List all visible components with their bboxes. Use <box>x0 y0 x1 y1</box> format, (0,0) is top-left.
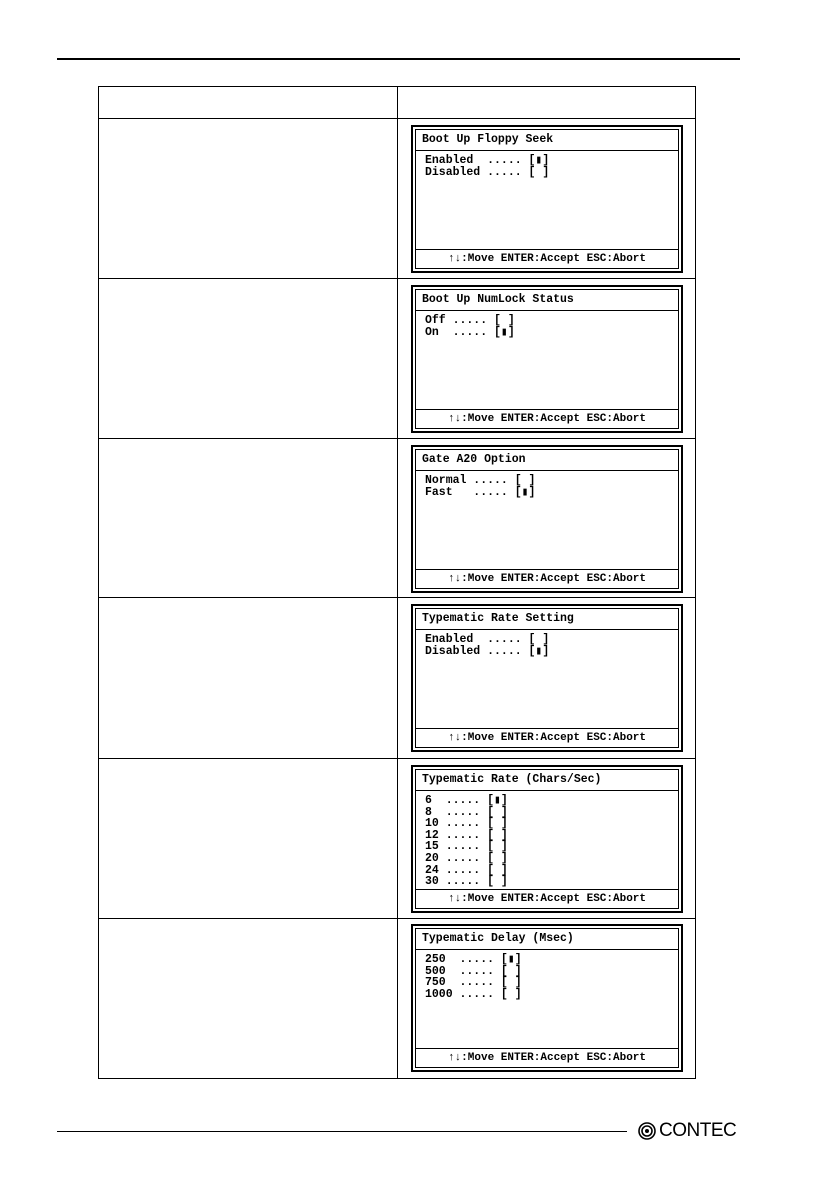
contec-logo-icon <box>638 1122 656 1140</box>
option-normal[interactable]: Normal ..... [ ] <box>425 474 536 487</box>
bios-screen-typematic-rate <box>411 765 683 913</box>
option-8[interactable]: 8 ..... [ ] <box>425 805 508 819</box>
option-disabled[interactable]: Disabled ..... [▮] <box>425 644 550 658</box>
option-1000[interactable]: 1000 ..... [ ] <box>425 987 522 1001</box>
screen-footer-help: ↑↓:Move ENTER:Accept ESC:Abort <box>447 413 647 425</box>
table-row <box>99 279 695 439</box>
option-list <box>425 795 508 888</box>
brand-name: CONTEC <box>659 1120 737 1141</box>
option-list <box>425 475 535 498</box>
table-row <box>99 759 695 919</box>
option-on[interactable]: On ..... [▮] <box>425 325 515 339</box>
option-15[interactable]: 15 ..... [ ] <box>425 840 508 854</box>
screen-footer-help: ↑↓:Move ENTER:Accept ESC:Abort <box>447 253 647 265</box>
option-20[interactable]: 20 ..... [ ] <box>425 851 508 865</box>
option-500[interactable]: 500 ..... [ ] <box>425 964 522 978</box>
screen-footer-help: ↑↓:Move ENTER:Accept ESC:Abort <box>447 1052 647 1064</box>
option-250[interactable]: 250 ..... [▮] <box>425 953 522 966</box>
table-row <box>99 598 695 759</box>
option-list <box>425 634 549 657</box>
option-10[interactable]: 10 ..... [ ] <box>425 817 508 831</box>
screen-footer-help: ↑↓:Move ENTER:Accept ESC:Abort <box>447 893 647 905</box>
option-list <box>425 155 549 178</box>
option-fast[interactable]: Fast ..... [▮] <box>425 485 536 499</box>
option-enabled[interactable]: Enabled ..... [ ] <box>425 633 550 646</box>
table-row <box>99 439 695 598</box>
bios-screen-gate-a20 <box>411 445 683 593</box>
screen-footer-help: ↑↓:Move ENTER:Accept ESC:Abort <box>447 573 647 585</box>
option-enabled[interactable]: Enabled ..... [▮] <box>425 154 550 167</box>
screen-title: Typematic Rate (Chars/Sec) <box>422 773 602 786</box>
option-24[interactable]: 24 ..... [ ] <box>425 863 508 877</box>
screen-footer-help: ↑↓:Move ENTER:Accept ESC:Abort <box>447 732 647 744</box>
option-list <box>425 954 522 1000</box>
footer-rule <box>57 1131 627 1132</box>
option-off[interactable]: Off ..... [ ] <box>425 314 515 327</box>
bios-screen-typematic-setting <box>411 604 683 752</box>
screen-title: Typematic Delay (Msec) <box>422 932 574 945</box>
contec-logo <box>638 1118 736 1144</box>
option-12[interactable]: 12 ..... [ ] <box>425 828 508 842</box>
screen-title: Gate A20 Option <box>422 453 526 466</box>
option-list <box>425 315 515 338</box>
bios-screen-numlock <box>411 285 683 433</box>
option-30[interactable]: 30 ..... [ ] <box>425 875 508 889</box>
option-750[interactable]: 750 ..... [ ] <box>425 976 522 990</box>
bios-screen-typematic-delay <box>411 924 683 1072</box>
table-row <box>99 119 695 279</box>
screen-title: Boot Up NumLock Status <box>422 293 574 306</box>
header-rule <box>57 58 740 60</box>
bios-screen-floppy-seek <box>411 125 683 273</box>
option-disabled[interactable]: Disabled ..... [ ] <box>425 165 550 179</box>
table-header <box>99 87 695 119</box>
screen-title: Boot Up Floppy Seek <box>422 133 554 146</box>
option-6[interactable]: 6 ..... [▮] <box>425 794 508 807</box>
screen-title: Typematic Rate Setting <box>422 612 574 625</box>
settings-table <box>98 86 696 1079</box>
table-row <box>99 919 695 1080</box>
